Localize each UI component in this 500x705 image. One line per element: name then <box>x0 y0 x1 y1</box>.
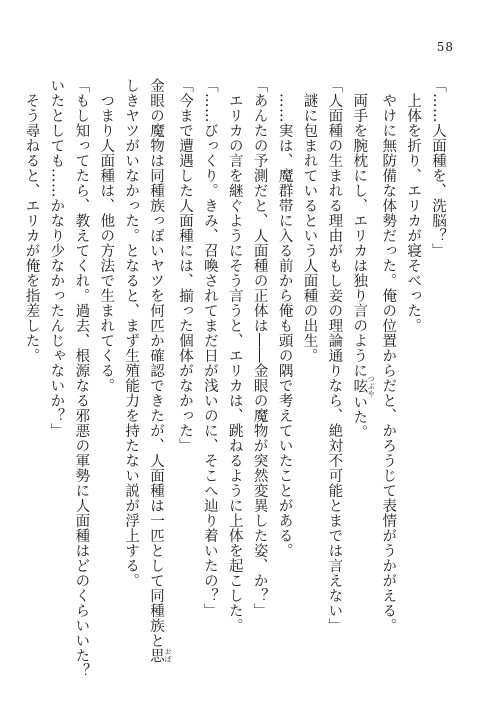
text-line: そう尋ねると、エリカが俺を指差した。 <box>23 92 40 363</box>
page-number: 58 <box>436 40 454 54</box>
text-line: 「今まで遭遇した人面種には、揃った個体がなかった」 <box>176 78 193 453</box>
text-line: やけに無防備な体勢だった。俺の位置からだと、かろうじて表情がうかがえる。 <box>380 92 397 633</box>
text-line: 金眼の魔物は同種族っぽいヤツを何匹か確認できたが、人面種は一匹として同種族と思 おぼ <box>148 78 173 663</box>
text-line: 上体を折り、エリカが寝そべった。 <box>405 92 422 333</box>
text-line: 「人面種の生まれる理由がもし妾の理論通りなら、絶対不可能とまでは言えない」 <box>326 78 343 633</box>
furigana: 呟 つぶや <box>351 374 376 397</box>
text-line: つまり人面種は、他の方法で生まれてくる。 <box>98 92 115 393</box>
text-line: 「……人面種を、洗脳？」 <box>430 78 446 258</box>
text-line: ……実は、魔群帯に入る前から俺も頭の隅で考えていたことがある。 <box>276 92 293 558</box>
text-line: 「もし知ってたら、教えてくれ。過去、根源なる邪悪の軍勢に人面種はどのくらいいた？ <box>73 78 90 678</box>
text-line: 謎に包まれているという人面種の出生。 <box>301 92 318 363</box>
text-line: しきヤツがいなかった。となると、まず生殖能力を持たない説が浮上する。 <box>123 78 140 588</box>
text-line: エリカの言を継ぐようにそう言うと、エリカは、跳ねるように上体を起こした。 <box>226 92 243 633</box>
text-line: 「……びっくり。きみ、召喚されてまだ日が浅いのに、そこへ辿り着いたの？」 <box>201 78 218 618</box>
text-line: 両手を腕枕にし、エリカは独り言のように呟 つぶやいた。 <box>351 92 376 439</box>
furigana: 思 おぼ <box>148 648 173 663</box>
body-text <box>19 78 450 676</box>
text-line: 「あんたの予測だと、人面種の正体は――金眼の魔物が突然変異した姿、か？」 <box>251 78 268 618</box>
text-line: いたとしても……かなり少なかったんじゃないか？」 <box>48 78 65 438</box>
